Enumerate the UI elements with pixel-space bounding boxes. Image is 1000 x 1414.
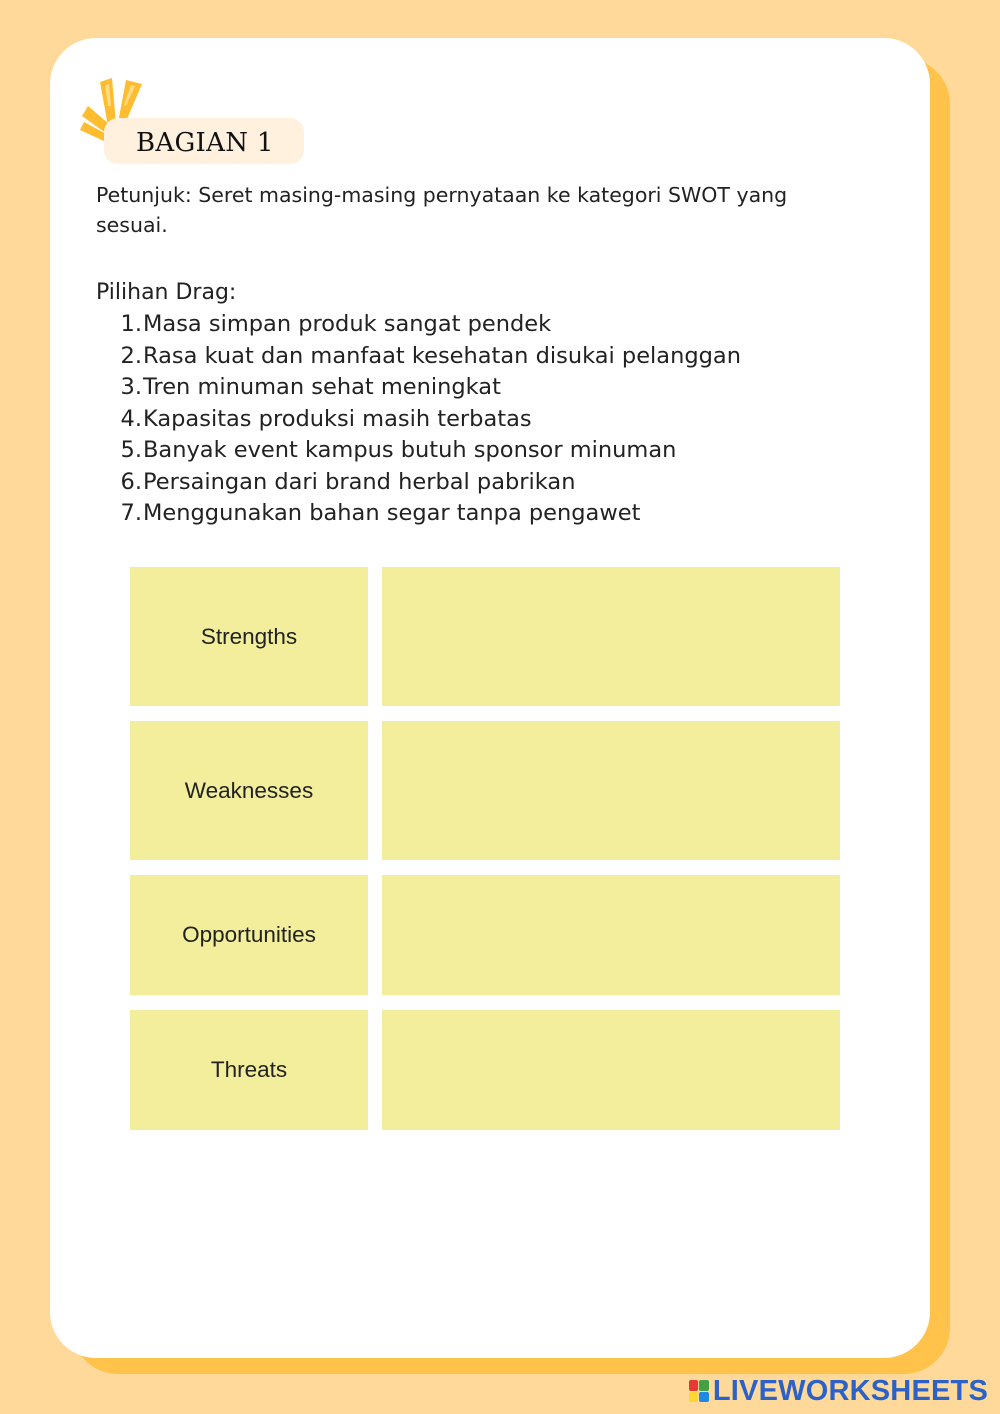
drag-option-number: 7. — [120, 500, 142, 526]
liveworksheets-logo-text: LIVEWORKSHEETS — [712, 1375, 988, 1407]
swot-label-strengths: Strengths — [130, 567, 368, 706]
drag-option[interactable] — [96, 498, 741, 530]
drag-option[interactable] — [96, 341, 741, 373]
drag-option-text: Banyak event kampus butuh sponsor minuman — [143, 437, 677, 463]
swot-row-opportunities — [130, 875, 840, 995]
drag-option-number: 1. — [120, 311, 142, 337]
swot-drop-zone-strengths[interactable] — [382, 567, 840, 706]
drag-option-number: 6. — [120, 468, 142, 495]
drag-option-number: 5. — [120, 437, 142, 463]
swot-drop-zone-weaknesses[interactable] — [382, 721, 840, 860]
swot-label-opportunities: Opportunities — [130, 875, 368, 995]
swot-row-weaknesses — [130, 721, 840, 860]
swot-drop-zone-threats[interactable] — [382, 1010, 840, 1130]
instructions-text: Petunjuk: Seret masing-masing pernyataan ke kategori SWOT yang sesuai. — [96, 183, 788, 237]
drag-option[interactable] — [96, 467, 741, 499]
drag-option[interactable] — [96, 372, 741, 404]
drag-option[interactable] — [96, 309, 741, 341]
drag-option-text: Tren minuman sehat meningkat — [143, 374, 501, 400]
liveworksheets-logo[interactable] — [689, 1374, 988, 1408]
drag-option-text: Masa simpan produk sangat pendek — [143, 311, 552, 337]
drag-option-text: Persaingan dari brand herbal pabrikan — [143, 468, 576, 495]
swot-row-strengths — [130, 567, 840, 706]
drag-option[interactable] — [96, 404, 741, 436]
swot-label-weaknesses: Weaknesses — [130, 721, 368, 860]
drag-options-list — [96, 309, 741, 530]
drag-option-text: Kapasitas produksi masih terbatas — [143, 405, 532, 432]
drag-option-number: 2. — [120, 342, 142, 369]
drag-option-number: 3. — [120, 374, 142, 400]
drag-option-text: Menggunakan bahan segar tanpa pengawet — [143, 500, 641, 526]
swot-row-threats — [130, 1010, 840, 1130]
drag-option-number: 4. — [120, 405, 142, 432]
drag-option-text: Rasa kuat dan manfaat kesehatan disukai pelanggan — [143, 342, 741, 369]
drag-options-heading: Pilihan Drag: — [96, 280, 237, 305]
section-title: BAGIAN 1 — [136, 128, 274, 158]
swot-drop-zone-opportunities[interactable] — [382, 875, 840, 995]
drag-option[interactable] — [96, 435, 741, 467]
swot-label-threats: Threats — [130, 1010, 368, 1130]
liveworksheets-logo-icon — [689, 1380, 709, 1402]
